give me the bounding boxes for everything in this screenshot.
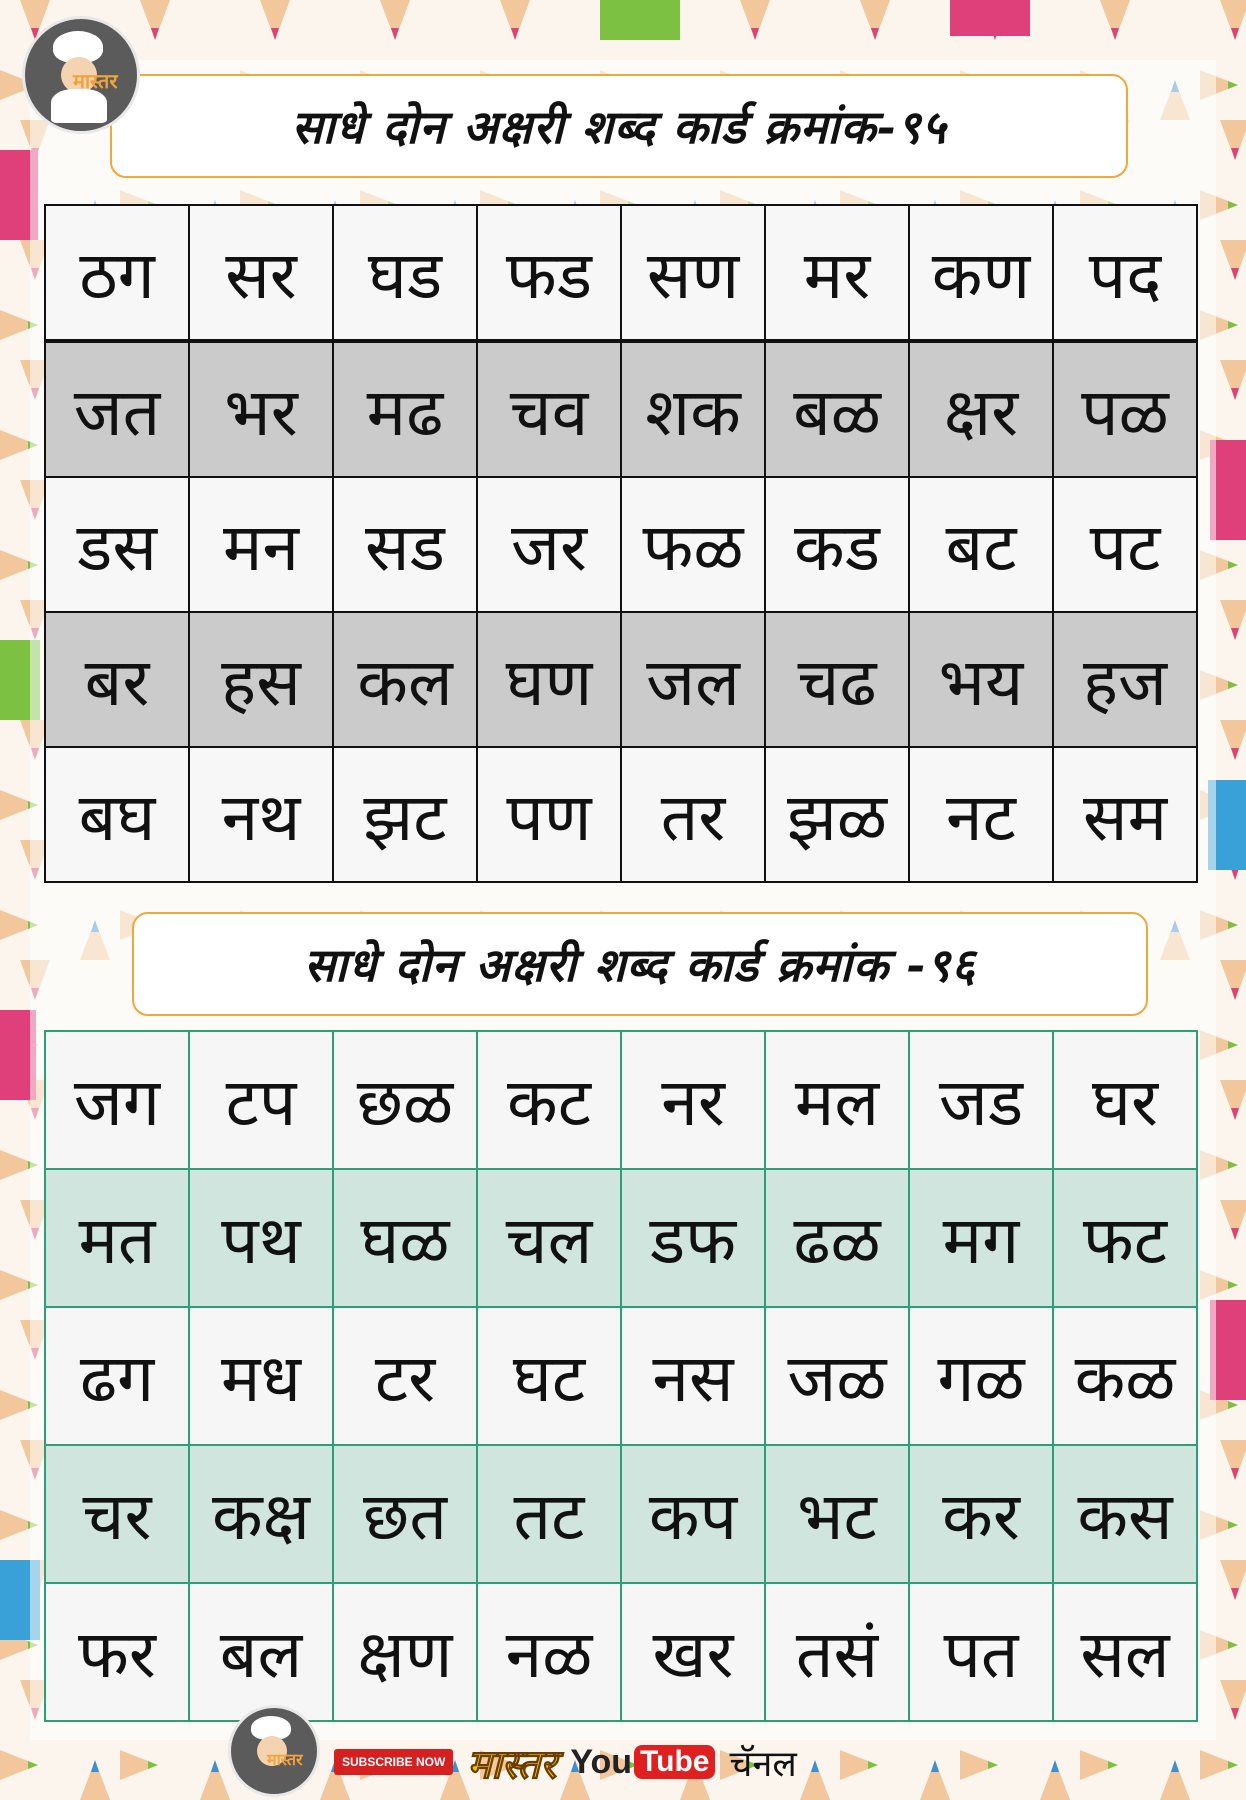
word-cell: तट (477, 1445, 621, 1583)
word-cell: जळ (765, 1307, 909, 1445)
word-cell: चढ (765, 612, 909, 747)
youtube-logo (570, 1743, 715, 1782)
brand-name: मास्तर (467, 1740, 557, 1788)
word-cell: शक (621, 341, 765, 477)
word-cell: टर (333, 1307, 477, 1445)
word-cell: सर (189, 205, 333, 341)
word-cell: छळ (333, 1031, 477, 1169)
word-cell: घळ (333, 1169, 477, 1307)
word-cell: कक्ष (189, 1445, 333, 1583)
table-row (45, 1307, 1197, 1445)
word-cell: कल (333, 612, 477, 747)
table-row (45, 341, 1197, 477)
word-cell: चल (477, 1169, 621, 1307)
word-cell: पट (1053, 477, 1197, 612)
card-96-title: साधे दोन अक्षरी शब्द कार्ड क्रमांक -९६ (132, 912, 1148, 1016)
word-cell: नट (909, 747, 1053, 882)
word-cell: जड (909, 1031, 1053, 1169)
table-row (45, 1169, 1197, 1307)
word-cell: फड (477, 205, 621, 341)
table-row (45, 747, 1197, 882)
chef-body-icon (51, 89, 107, 123)
word-cell: भर (189, 341, 333, 477)
word-cell: चव (477, 341, 621, 477)
word-cell: घण (477, 612, 621, 747)
word-cell: मर (765, 205, 909, 341)
word-cell: नथ (189, 747, 333, 882)
word-cell: पळ (1053, 341, 1197, 477)
word-cell: खर (621, 1583, 765, 1721)
word-cell: मत (45, 1169, 189, 1307)
logo-text: मास्तर (73, 69, 118, 93)
word-cell: कट (477, 1031, 621, 1169)
word-cell: मध (189, 1307, 333, 1445)
word-grid-card-96 (44, 1030, 1198, 1722)
word-cell: नळ (477, 1583, 621, 1721)
word-cell: गळ (909, 1307, 1053, 1445)
word-cell: भय (909, 612, 1053, 747)
word-cell: पद (1053, 205, 1197, 341)
word-cell: मन (189, 477, 333, 612)
word-cell: तसं (765, 1583, 909, 1721)
word-cell: भट (765, 1445, 909, 1583)
word-cell: नर (621, 1031, 765, 1169)
word-cell: कर (909, 1445, 1053, 1583)
word-cell: फर (45, 1583, 189, 1721)
table-row (45, 477, 1197, 612)
word-cell: जर (477, 477, 621, 612)
word-cell: पत (909, 1583, 1053, 1721)
word-cell: क्षण (333, 1583, 477, 1721)
word-cell: सण (621, 205, 765, 341)
word-cell: घर (1053, 1031, 1197, 1169)
word-cell: घड (333, 205, 477, 341)
word-cell: सम (1053, 747, 1197, 882)
footer-logo-text: मास्तर (267, 1750, 303, 1769)
table-row (45, 1583, 1197, 1721)
youtube-you-text: You (570, 1742, 633, 1781)
word-cell: पण (477, 747, 621, 882)
word-cell: बट (909, 477, 1053, 612)
word-cell: फळ (621, 477, 765, 612)
footer-bar (228, 1706, 928, 1796)
word-cell: मढ (333, 341, 477, 477)
word-cell: डफ (621, 1169, 765, 1307)
table-row (45, 205, 1197, 341)
word-cell: ढळ (765, 1169, 909, 1307)
word-cell: कड (765, 477, 909, 612)
word-grid-card-95 (44, 204, 1198, 883)
youtube-tube-text: Tube (634, 1745, 715, 1779)
word-cell: हस (189, 612, 333, 747)
word-cell: घट (477, 1307, 621, 1445)
word-cell: सड (333, 477, 477, 612)
word-cell: जग (45, 1031, 189, 1169)
word-cell: झळ (765, 747, 909, 882)
word-cell: सल (1053, 1583, 1197, 1721)
word-cell: कळ (1053, 1307, 1197, 1445)
word-cell: फट (1053, 1169, 1197, 1307)
word-cell: डस (45, 477, 189, 612)
table-row (45, 1031, 1197, 1169)
word-cell: ढग (45, 1307, 189, 1445)
word-cell: ठग (45, 205, 189, 341)
word-cell: छत (333, 1445, 477, 1583)
channel-logo-top (22, 16, 140, 134)
word-cell: चर (45, 1445, 189, 1583)
word-cell: कण (909, 205, 1053, 341)
word-cell: नस (621, 1307, 765, 1445)
word-cell: कप (621, 1445, 765, 1583)
word-cell: मल (765, 1031, 909, 1169)
card-95-title: साधे दोन अक्षरी शब्द कार्ड क्रमांक-९५ (110, 74, 1128, 178)
word-cell: बर (45, 612, 189, 747)
word-cell: पथ (189, 1169, 333, 1307)
word-cell: क्षर (909, 341, 1053, 477)
word-cell: बल (189, 1583, 333, 1721)
word-cell: बळ (765, 341, 909, 477)
word-cell: तर (621, 747, 765, 882)
word-cell: जत (45, 341, 189, 477)
word-cell: झट (333, 747, 477, 882)
word-cell: हज (1053, 612, 1197, 747)
word-cell: बघ (45, 747, 189, 882)
table-row (45, 612, 1197, 747)
word-cell: मग (909, 1169, 1053, 1307)
word-cell: कस (1053, 1445, 1197, 1583)
word-cell: जल (621, 612, 765, 747)
word-cell: टप (189, 1031, 333, 1169)
table-row (45, 1445, 1197, 1583)
channel-label: चॅनल (729, 1743, 797, 1785)
subscribe-button[interactable]: SUBSCRIBE NOW (334, 1749, 453, 1775)
channel-logo-bottom (228, 1705, 320, 1797)
